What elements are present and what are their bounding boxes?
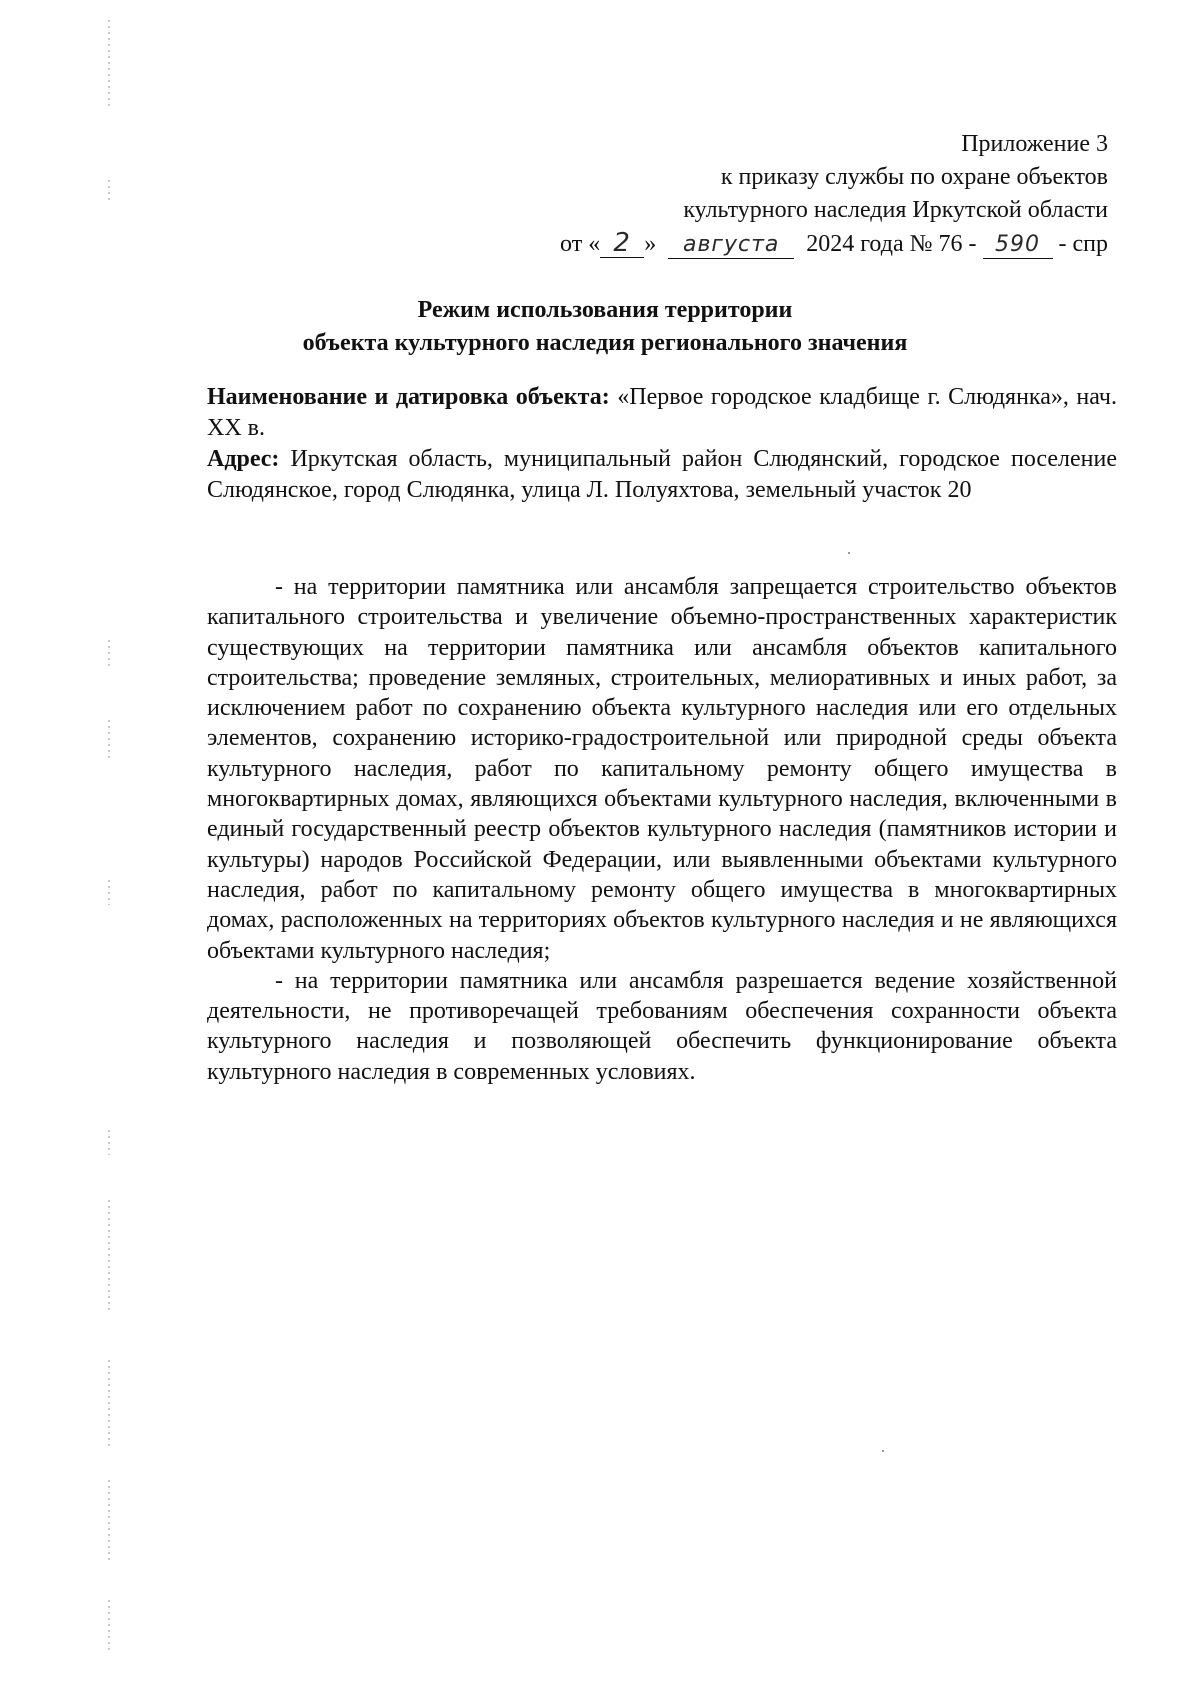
- object-info: [207, 382, 1117, 506]
- scan-speck: [848, 552, 850, 554]
- agency-line: культурного наследия Иркутской области: [683, 197, 1108, 223]
- object-name-paragraph: [207, 382, 1117, 444]
- scan-edge-mark: [108, 1200, 110, 1310]
- document-title: [200, 294, 1010, 360]
- order-suffix: - спр: [1058, 231, 1108, 257]
- object-name-label: Наименование и датировка объекта:: [207, 384, 610, 410]
- title-line-2: объекта культурного наследия регионального значения: [302, 330, 908, 356]
- year-and-number-prefix: 2024 года № 76 -: [806, 231, 977, 257]
- appendix-label: Приложение 3: [961, 131, 1108, 157]
- scan-edge-mark: [108, 1360, 110, 1450]
- order-reference-line: к приказу службы по охране объектов: [720, 164, 1108, 190]
- scan-edge-mark: [108, 880, 110, 905]
- title-line-1: Режим использования территории: [417, 297, 793, 323]
- handwritten-day: 2: [600, 227, 644, 260]
- scan-speck: [882, 1450, 884, 1452]
- order-date-line: [560, 227, 1108, 261]
- appendix-header: [560, 128, 1108, 261]
- address-label: Адрес:: [207, 446, 280, 472]
- object-address-paragraph: [207, 444, 1117, 506]
- date-prefix: от «: [560, 231, 601, 257]
- permitted-activities-paragraph: - на территории памятника или ансамбля разрешается ведение хозяйственной деятельности, не противоречащей требованиям обеспечения сохранности объекта культурного наследия и позволяющей обеспечить функционирование объекта культурного наследия в современных условиях.: [207, 967, 1117, 1085]
- scan-edge-mark: [108, 720, 110, 760]
- date-quote-close: »: [644, 231, 657, 257]
- scan-edge-mark: [108, 640, 110, 670]
- handwritten-month: августа: [668, 228, 794, 261]
- scan-edge-mark: [108, 1600, 110, 1650]
- address-value: Иркутская область, муниципальный район Слюдянский, городское поселение Слюдянское, город Слюдянка, улица Л. Полуяхтова, земельный участок 20: [207, 446, 1117, 503]
- prohibited-activities-paragraph: - на территории памятника или ансамбля запрещается строительство объектов капитального строительства и увеличение объемно-пространственных характеристик существующих на территории памятника или ансамбля объектов капитального строительства; проведение земляных, строительных, мелиоративных и иных работ, за исключением работ по сохранению объекта культурного наследия или его отдельных элементов, сохранению историко-градостроительной или природной среды объекта культурного наследия, работ по капитальному ремонту общего имущества в многоквартирных домах, являющихся объектами культурного наследия, включенными в единый государственный реестр объектов культурного наследия (памятников истории и культуры) народов Российской Федерации, или выявленными объектами культурного наследия, работ по капитальному ремонту общего имущества в многоквартирных домах, расположенных на территориях объектов культурного наследия и не являющихся объектами культурного наследия;: [207, 574, 1117, 964]
- scan-edge-mark: [108, 20, 110, 110]
- handwritten-order-number: 590: [983, 228, 1053, 261]
- regime-body: [207, 572, 1117, 1087]
- scan-edge-mark: [108, 1480, 110, 1560]
- scan-edge-mark: [108, 180, 110, 200]
- scan-edge-mark: [108, 1130, 110, 1155]
- object-name-value: «Первое городское кладбище г. Слюдянка», нач. XX в.: [207, 384, 1118, 441]
